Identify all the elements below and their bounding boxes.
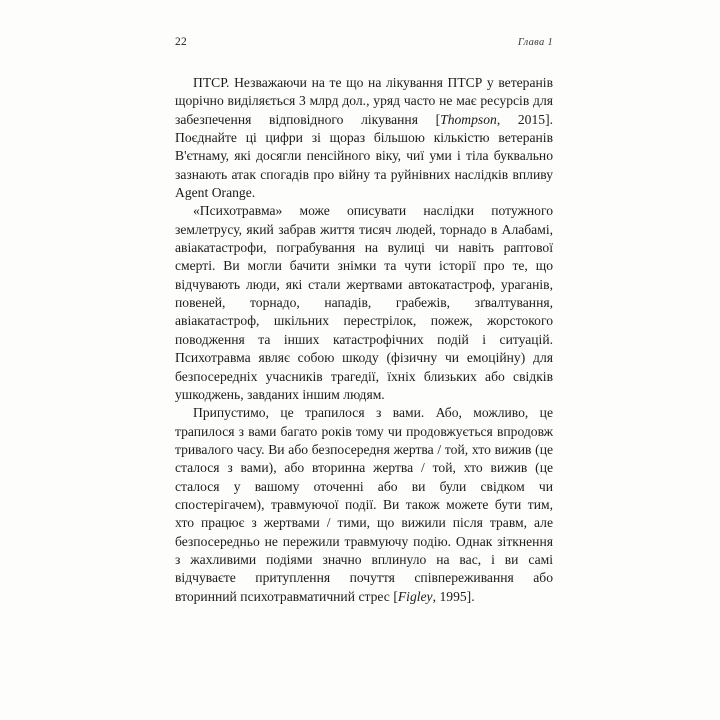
paragraph-primary-secondary-victim: Припустимо, це трапилося з вами. Або, можливо, це трапилося з вами багато років тому чи продовжується впродовж тривалого часу. Ви або безпосередня жертва / той, хто вижив (це сталося з вами), або вторинна жертва / той, хто вижив (це сталося у вашому оточенні або ви були свідком чи спостерігачем), травмуючої події. Ви також можете бути тим, хто працює з жертвами / тими, що вижили після травм, але безпосередньо не пережили травмуючу подію. Однак зіткнення з жахливими подіями значно вплинуло на вас, і ви самі відчуваєте притуплення почуття співпереживання або вторинний психотравматичний стрес [Figley, 1995]. — [175, 405, 553, 604]
citation-author: Figley — [397, 588, 433, 604]
citation-author: Thompson — [440, 111, 497, 127]
chapter-label: Глава 1 — [517, 37, 553, 48]
paragraph-psychotrauma-definition: «Психотравма» може описувати наслідки потужного землетрусу, який забрав життя тисяч людей, торнадо в Алабамі, авіакатастрофи, пограбування на вулиці чи навіть раптової смерті. Ви могли бачити знімки та чути історії про те, що відчувають люди, які стали жертвами автокатастроф, ураганів, повеней, торнадо, нападів, грабежів, зґвалтування, авіакатастроф, шкільних перестрілок, пожеж, жорстокого поводження та інших катастрофічних подій і ситуацій. Психотравма являє собою шкоду (фізичну чи емоційну) для безпосередніх учасників трагедії, їхніх близьких або свідків ушкоджень, завданих іншим людям. — [175, 203, 553, 402]
running-head — [175, 36, 553, 48]
page-number: 22 — [175, 36, 187, 48]
paragraph-ptsd-funding: ПТСР. Незважаючи на те що на лікування ПТСР у ветеранів щорічно виділяється 3 млрд дол., уряд часто не має ресурсів для забезпечення відповідного лікування [Thompson, 2015]. Поєднайте ці цифри зі щораз більшою кількістю ветеранів В'єтнаму, які досягли пенсійного віку, чиї уми і тіла буквально зазнають атак спогадів про війну та руйнівних наслідків впливу Agent Orange. — [175, 75, 553, 201]
body-text-block — [175, 74, 553, 606]
